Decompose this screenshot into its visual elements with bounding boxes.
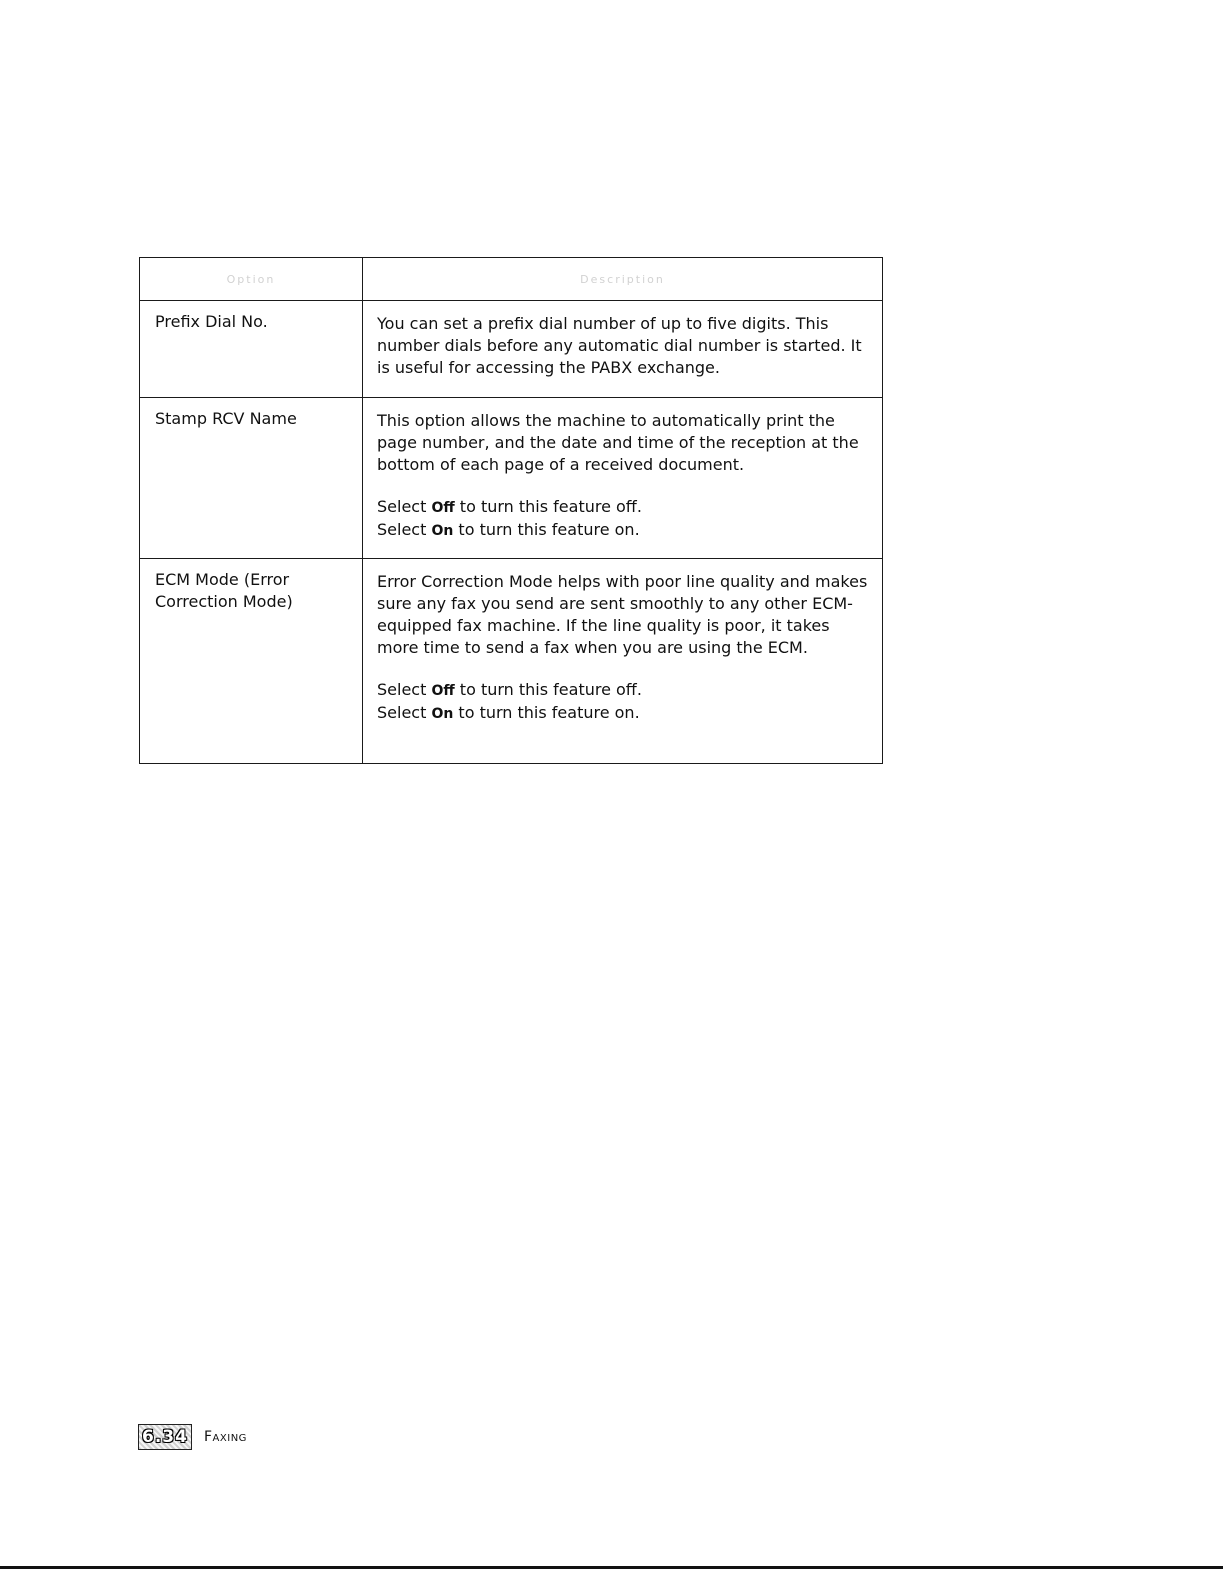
description-cell — [363, 559, 883, 764]
select-on-line: Select On to turn this feature on. — [377, 703, 640, 722]
description-text: Error Correction Mode helps with poor line quality and makes sure any fax you send are sent smoothly to any other ECM-equipped fax machine. If the line quality is poor, it takes more time to send a fax when you are using the ECM. — [377, 572, 868, 657]
select-instructions — [377, 496, 872, 542]
table-row — [140, 398, 883, 559]
header-description: Description — [363, 258, 883, 301]
select-instructions — [377, 679, 872, 725]
select-on-line: Select On to turn this feature on. — [377, 520, 640, 539]
table-header-row — [140, 258, 883, 301]
table-row — [140, 301, 883, 398]
page-footer — [138, 1424, 247, 1450]
select-off-line: Select Off to turn this feature off. — [377, 680, 642, 699]
options-table — [139, 257, 883, 764]
bottom-divider — [0, 1566, 1223, 1569]
description-cell — [363, 398, 883, 559]
description-text: This option allows the machine to automatically print the page number, and the date and time of the reception at the bottom of each page of a received document. — [377, 411, 859, 474]
on-keyword: On — [431, 523, 454, 539]
off-keyword: Off — [431, 683, 455, 699]
option-cell: Stamp RCV Name — [140, 398, 363, 559]
section-title: Faxing — [204, 1429, 247, 1445]
page-number-badge: 6.34 — [138, 1424, 192, 1450]
description-cell — [363, 301, 883, 398]
header-option: Option — [140, 258, 363, 301]
table-row — [140, 559, 883, 764]
select-off-line: Select Off to turn this feature off. — [377, 497, 642, 516]
on-keyword: On — [431, 706, 454, 722]
off-keyword: Off — [431, 500, 455, 516]
option-cell: Prefix Dial No. — [140, 301, 363, 398]
option-cell: ECM Mode (Error Correction Mode) — [140, 559, 363, 764]
description-text: You can set a prefix dial number of up to five digits. This number dials before any automatic dial number is started. It is useful for accessing the PABX exchange. — [377, 314, 862, 377]
